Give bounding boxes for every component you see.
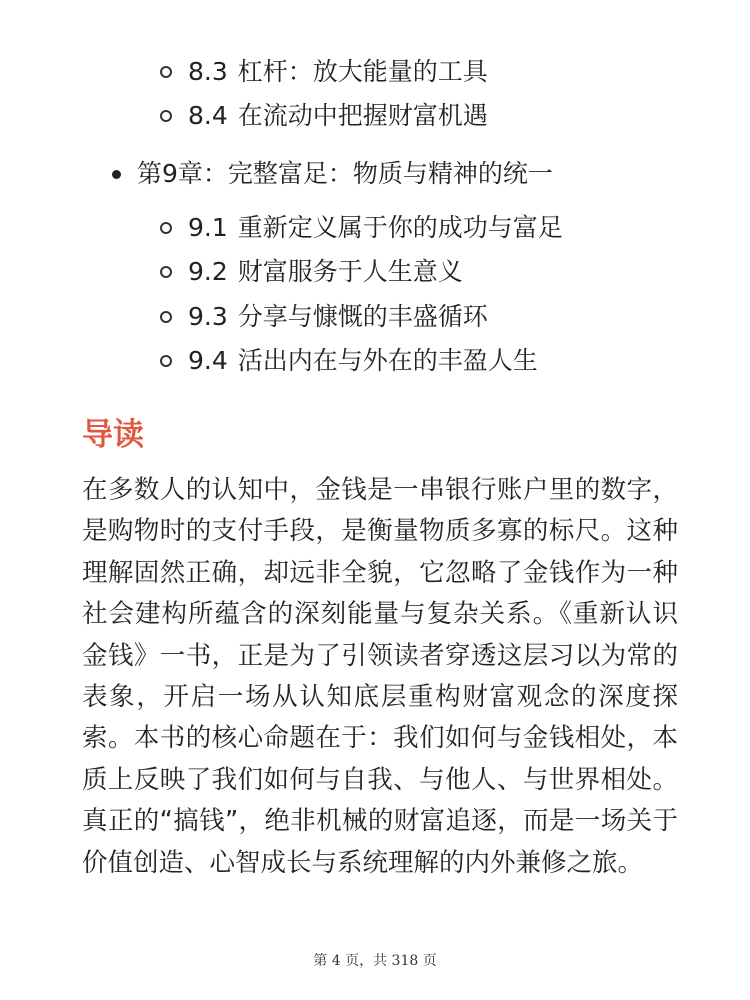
hollow-bullet-icon bbox=[160, 355, 172, 367]
toc-item-title: 杠杆：放大能量的工具 bbox=[237, 57, 488, 86]
toc-item-number: 9.1 bbox=[188, 213, 228, 242]
section-heading: 导读 bbox=[82, 417, 144, 453]
toc-item-9-3 bbox=[160, 297, 488, 337]
toc-item-title: 分享与慷慨的丰盛循环 bbox=[237, 302, 488, 331]
toc-item-number: 9.3 bbox=[188, 302, 228, 331]
hollow-bullet-icon bbox=[160, 222, 172, 234]
toc-item-title: 活出内在与外在的丰盈人生 bbox=[237, 346, 538, 375]
toc-item-number: 8.4 bbox=[188, 101, 228, 130]
page-number: 第 4 页，共 318 页 bbox=[313, 953, 437, 969]
toc-item-title: 重新定义属于你的成功与富足 bbox=[237, 213, 563, 242]
hollow-bullet-icon bbox=[160, 311, 172, 323]
toc-item-9-4 bbox=[160, 341, 538, 381]
toc-item-9-1 bbox=[160, 208, 563, 248]
toc-item-title: 财富服务于人生意义 bbox=[237, 257, 463, 286]
toc-item-number: 9.4 bbox=[188, 346, 228, 375]
intro-paragraph: 在多数人的认知中，金钱是一串银行账户里的数字，是购物时的支付手段，是衡量物质多寡的标尺。这种理解固然正确，却远非全貌，它忽略了金钱作为一种社会建构所蕴含的深刻能量与复杂关系。《重新认识金钱》一书，正是为了引领读者穿透这层习以为常的表象，开启一场从认知底层重构财富观念的深度探索。本书的核心命题在于：我们如何与金钱相处，本质上反映了我们如何与自我、与他人、与世界相处。真正的“搞钱”，绝非机械的财富追逐，而是一场关于价值创造、心智成长与系统理解的内外兼修之旅。 bbox=[82, 475, 678, 878]
toc-item-8-3 bbox=[160, 52, 488, 92]
hollow-bullet-icon bbox=[160, 66, 172, 78]
toc-chapter-label: 第9章：完整富足：物质与精神的统一 bbox=[137, 159, 553, 188]
toc-chapter-9 bbox=[112, 154, 553, 194]
toc-item-8-4 bbox=[160, 96, 488, 136]
filled-bullet-icon bbox=[112, 170, 121, 179]
toc-item-title: 在流动中把握财富机遇 bbox=[237, 101, 488, 130]
hollow-bullet-icon bbox=[160, 110, 172, 122]
toc-item-number: 9.2 bbox=[188, 257, 228, 286]
toc-item-9-2 bbox=[160, 252, 463, 292]
hollow-bullet-icon bbox=[160, 266, 172, 278]
toc-item-number: 8.3 bbox=[188, 57, 228, 86]
